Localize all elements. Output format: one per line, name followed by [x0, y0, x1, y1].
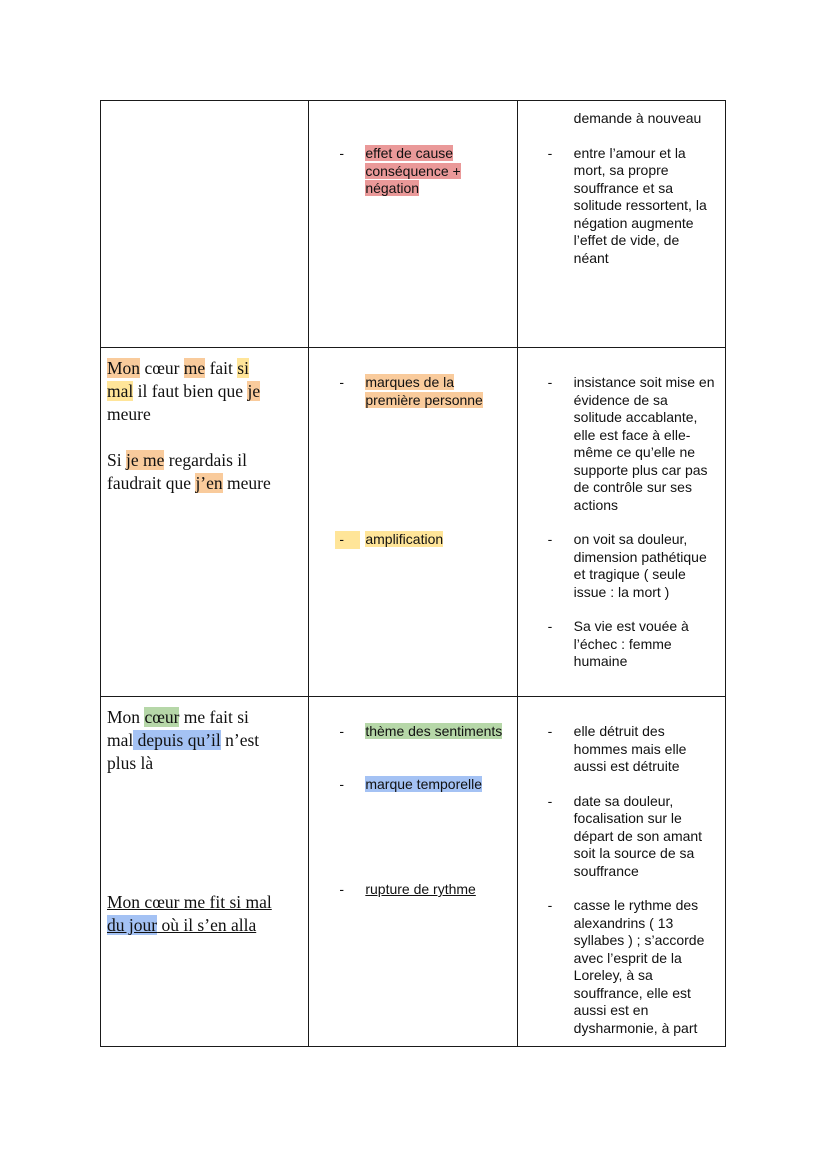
- table-row: [101, 101, 726, 348]
- list-item: [309, 531, 516, 549]
- procede-cell: [309, 101, 517, 348]
- verse-word: mal: [107, 730, 134, 750]
- procede-cell: [309, 348, 517, 697]
- interpretation-cell: [517, 101, 725, 348]
- procede-text: amplification: [365, 531, 444, 547]
- verse-word: regardais il: [164, 450, 247, 470]
- list-item: [309, 145, 516, 198]
- interpretation-text: casse le rythme des alexandrins ( 13 syllabes ) ; s’accorde avec l’esprit de la Loreley, à sa souffrance, elle est aussi est en dysharmonie, à part: [573, 897, 705, 1036]
- interpretation-text: entre l’amour et la mort, sa propre souffrance et sa solitude ressortent, la négation augmente l’effet de vide, de néant: [573, 144, 707, 266]
- list-item: [518, 531, 725, 601]
- verse-word: Mon: [107, 358, 141, 378]
- bullet-dash: -: [547, 144, 553, 161]
- bullet-dash: -: [339, 145, 344, 161]
- interpretation-text: demande à nouveau: [573, 110, 702, 126]
- verse-word: meure: [222, 473, 271, 493]
- table-row: [101, 348, 726, 697]
- bullet-dash: -: [547, 618, 553, 634]
- procede-text: marques de la première personne: [365, 374, 483, 408]
- bullet-dash: -: [547, 374, 553, 390]
- verse-word: j’en: [195, 473, 223, 493]
- verse-word: faudrait que: [107, 473, 196, 493]
- list-item: [518, 374, 725, 514]
- verse-word: où il s’en alla: [157, 915, 257, 935]
- verse-word: je me: [125, 450, 165, 470]
- verse-line: plus là: [107, 753, 154, 773]
- verse-cell: [101, 101, 309, 348]
- verse-cell: [101, 697, 309, 1047]
- analysis-table: [100, 100, 726, 1047]
- interpretation-text: date sa douleur, focalisation sur le départ de son amant soit la source de sa souffrance: [573, 792, 703, 879]
- interpretation-cell: [517, 348, 725, 697]
- bullet-dash: -: [339, 374, 344, 390]
- bullet-dash: -: [339, 881, 344, 897]
- procede-text: marque temporelle: [365, 775, 483, 792]
- verse-block: [101, 348, 308, 495]
- interpretation-text: insistance soit mise en évidence de sa solitude accablante, elle est face à elle-même ce qu’elle ne supporte plus car pas de contrôle sur ses actions: [573, 374, 715, 513]
- verse-word: il faut bien que: [133, 381, 248, 401]
- list-item: [518, 145, 725, 268]
- interpretation-cell: [517, 697, 725, 1047]
- verse-word: Mon: [107, 707, 145, 727]
- verse-block: [101, 697, 308, 937]
- list-item: [518, 793, 725, 881]
- list-item: [309, 374, 516, 409]
- verse-line: meure: [107, 404, 151, 424]
- verse-cell: [101, 348, 309, 697]
- list-item: [518, 618, 725, 671]
- bullet-dash: -: [547, 792, 553, 809]
- bullet-dash: -: [339, 723, 344, 739]
- interpretation-text: on voit sa douleur, dimension pathétique et tragique ( seule issue : la mort ): [573, 531, 707, 600]
- verse-word: du jour: [107, 915, 158, 935]
- bullet-dash: -: [339, 775, 344, 792]
- list-item: [518, 723, 725, 776]
- verse-word: Si: [107, 450, 126, 470]
- interpretation-text: elle détruit des hommes mais elle aussi est détruite: [573, 723, 687, 774]
- verse-word: mal: [107, 381, 134, 401]
- procede-text: rupture de rythme: [365, 881, 476, 897]
- list-item: [309, 776, 516, 794]
- list-item: [309, 881, 516, 899]
- verse-word: cœur: [144, 707, 180, 727]
- procede-cell: [309, 697, 517, 1047]
- verse-word: me: [183, 358, 206, 378]
- interpretation-text: Sa vie est vouée à l’échec : femme humaine: [573, 618, 689, 669]
- verse-line: Mon cœur me fit si mal: [107, 892, 272, 912]
- list-item: [309, 723, 516, 741]
- verse-word: je: [247, 381, 261, 401]
- bullet-dash: -: [547, 531, 553, 547]
- table-row: [101, 697, 726, 1047]
- verse-word: si: [237, 358, 249, 378]
- bullet-dash: -: [547, 897, 553, 913]
- verse-word: fait: [205, 358, 238, 378]
- bullet-dash: -: [335, 531, 360, 549]
- list-item: [518, 110, 725, 128]
- verse-word: cœur: [140, 358, 184, 378]
- verse-word: depuis qu’il: [133, 730, 221, 750]
- verse-word: me fait si: [179, 707, 249, 727]
- procede-text: thème des sentiments: [365, 723, 503, 739]
- bullet-dash: -: [547, 723, 553, 739]
- list-item: [518, 897, 725, 1037]
- verse-word: n’est: [220, 730, 260, 750]
- procede-text: effet de cause conséquence + négation: [365, 145, 461, 196]
